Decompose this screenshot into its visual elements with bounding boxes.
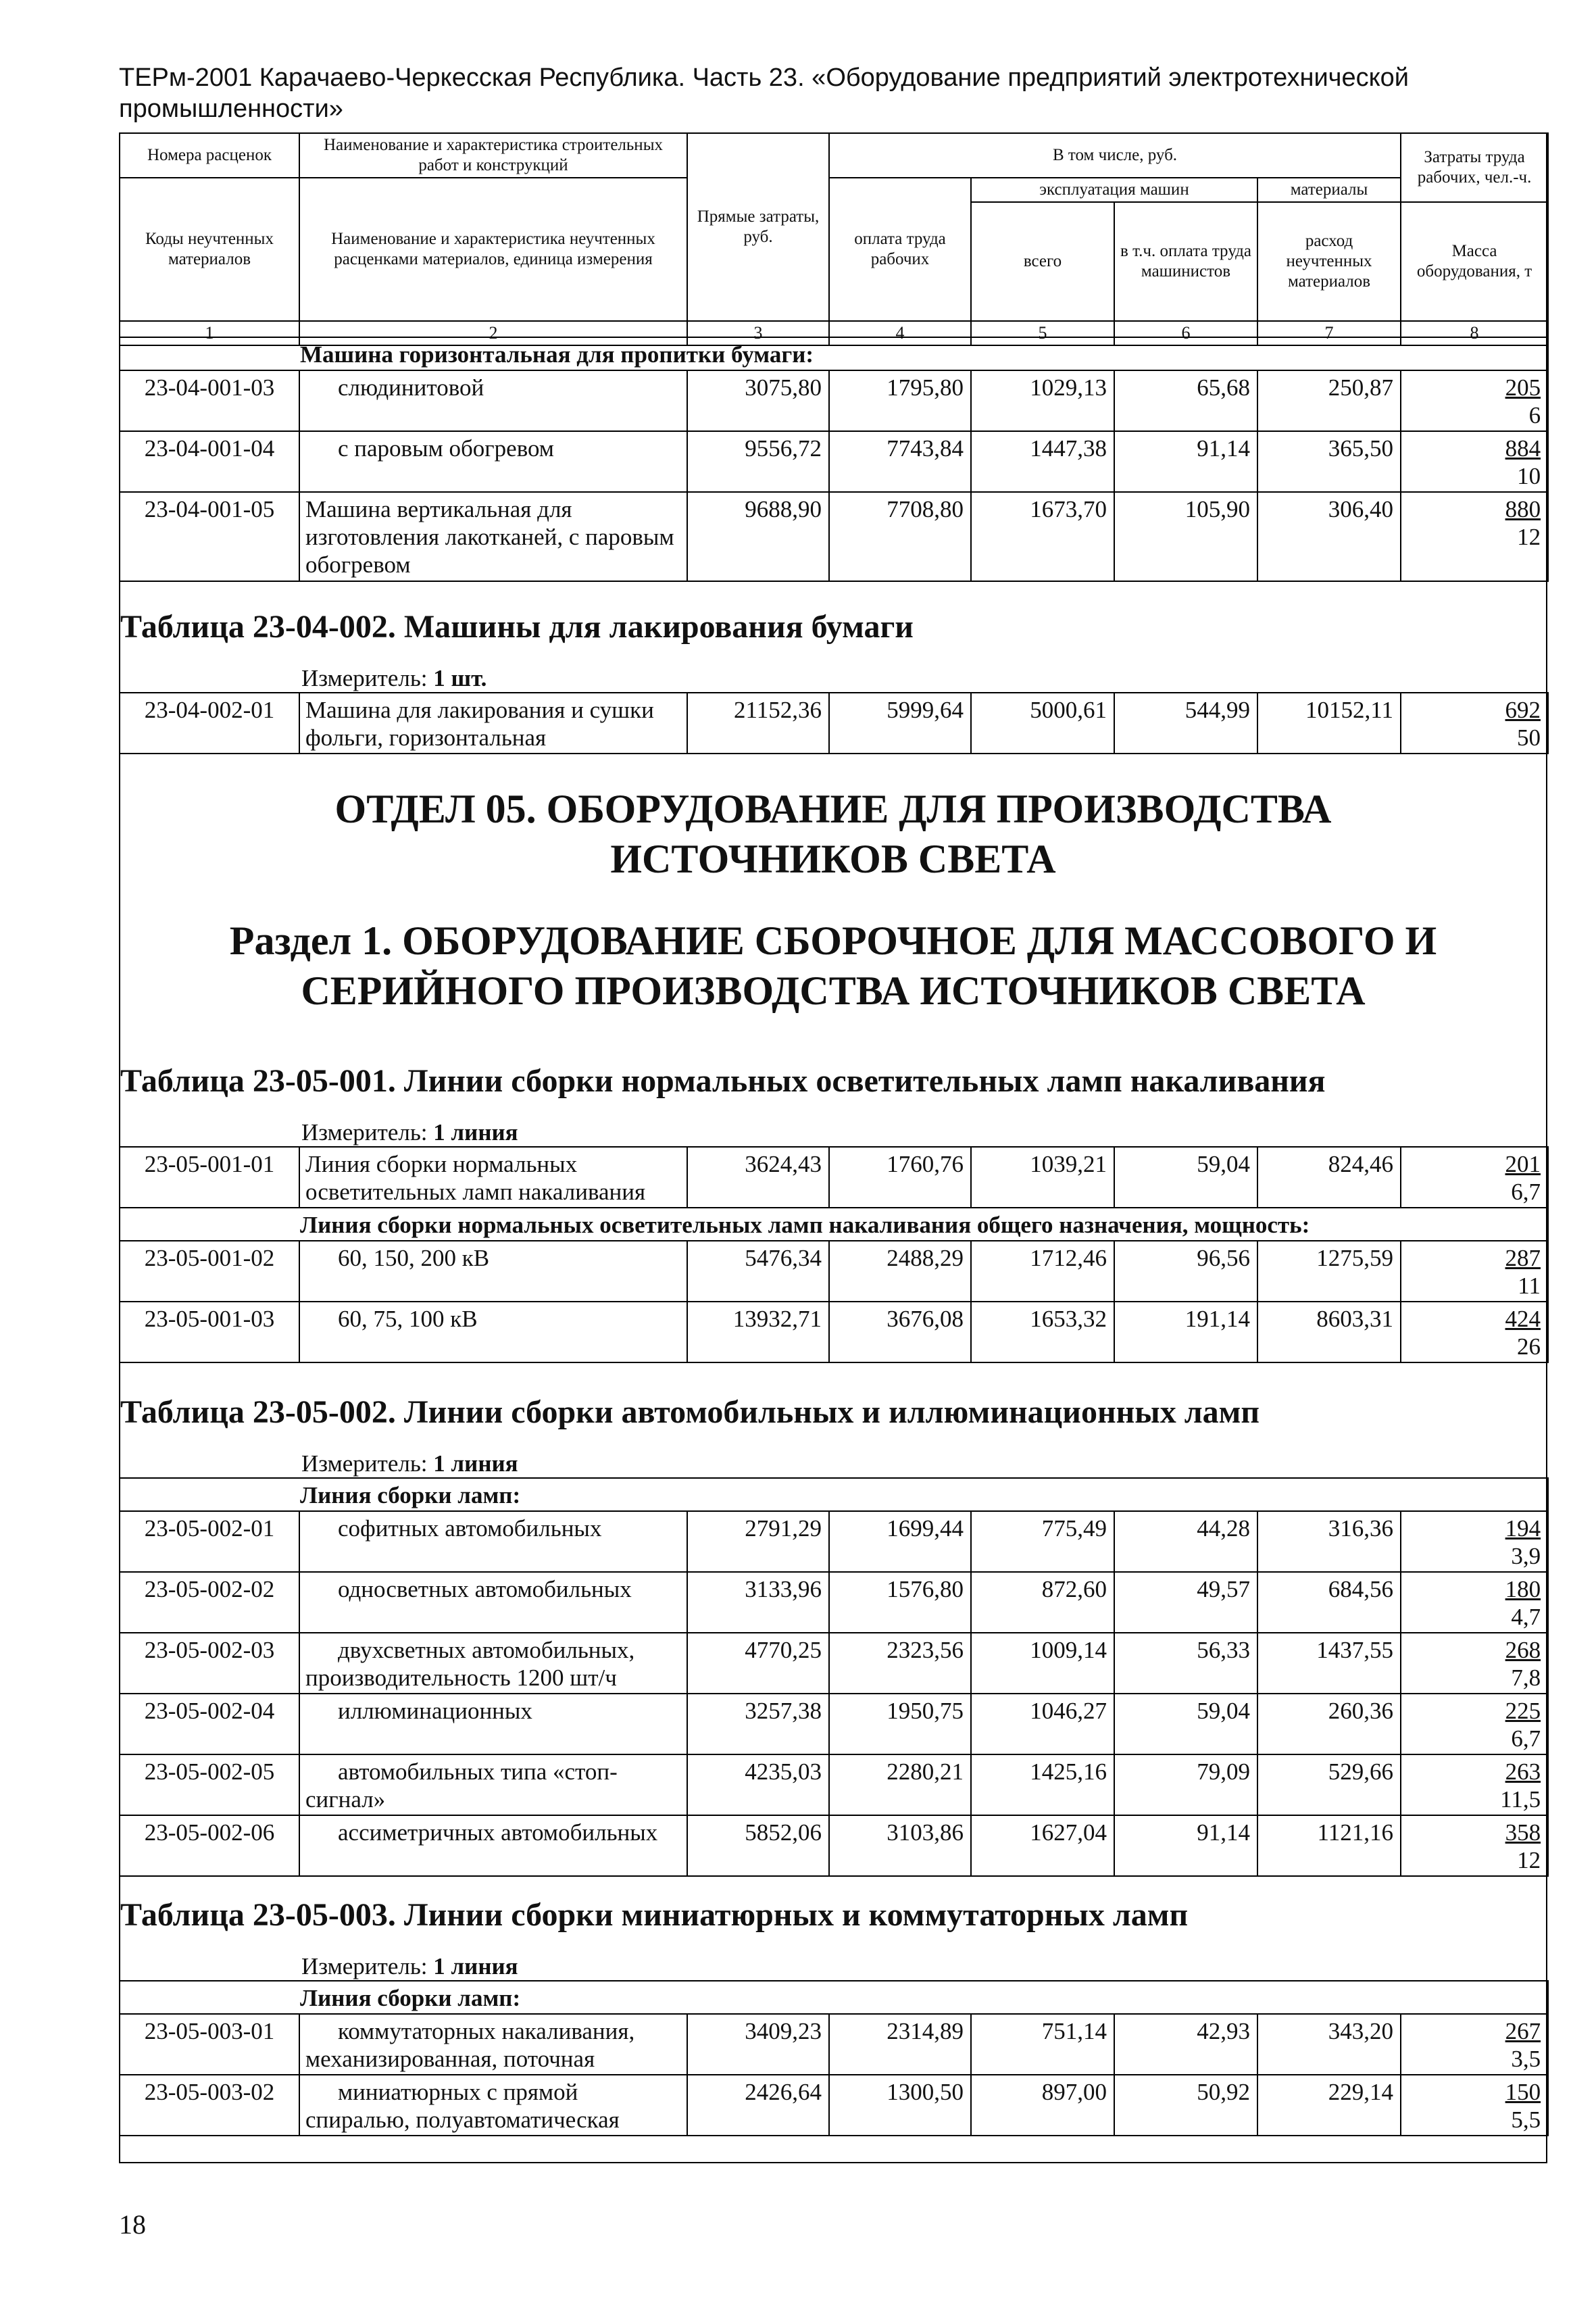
labor-hours: 263 xyxy=(1505,1758,1541,1785)
table-row xyxy=(120,2075,1548,2136)
unit-of-measure xyxy=(301,1450,518,1477)
header-machines-total: всего xyxy=(971,202,1114,321)
machinists-pay: 65,68 xyxy=(1114,370,1257,431)
rate-code: 23-05-002-02 xyxy=(120,1572,299,1633)
unit-label: Измеритель: xyxy=(301,1953,428,1979)
rates-table-23-04-001 xyxy=(119,337,1549,582)
column-index: 8 xyxy=(1401,321,1548,345)
direct-costs: 3624,43 xyxy=(687,1147,829,1208)
labor-hours: 180 xyxy=(1505,1576,1541,1602)
table-row xyxy=(120,1633,1548,1694)
direct-costs: 9688,90 xyxy=(687,492,829,581)
rate-name: слюдинитовой xyxy=(299,370,687,431)
column-index: 1 xyxy=(120,321,299,345)
worker-pay: 2280,21 xyxy=(829,1754,971,1815)
equipment-mass: 6,7 xyxy=(1511,1179,1541,1205)
department-title: ОТДЕЛ 05. ОБОРУДОВАНИЕ ДЛЯ ПРОИЗВОДСТВА ИСТОЧНИКОВ СВЕТА xyxy=(334,787,1332,881)
labor-hours: 358 xyxy=(1505,1819,1541,1846)
table-row xyxy=(120,1754,1548,1815)
machines-total: 872,60 xyxy=(971,1572,1114,1633)
table-title: Таблица 23-04-002. Машины для лакирования бумаги xyxy=(120,609,914,645)
table-row xyxy=(120,1302,1548,1362)
labor-hours: 880 xyxy=(1505,496,1541,522)
labor-hours: 201 xyxy=(1505,1151,1541,1177)
machines-total: 1425,16 xyxy=(971,1754,1114,1815)
rate-code: 23-05-001-01 xyxy=(120,1147,299,1208)
equipment-mass: 26 xyxy=(1517,1333,1541,1360)
machines-total: 1627,04 xyxy=(971,1815,1114,1876)
rate-code: 23-05-002-04 xyxy=(120,1694,299,1754)
group-subhead: Линия сборки ламп: xyxy=(120,1478,1548,1511)
rate-name: миниатюрных с прямой спиралью, полуавтоматическая xyxy=(299,2075,687,2136)
rate-code: 23-05-003-01 xyxy=(120,2014,299,2075)
machinists-pay: 91,14 xyxy=(1114,431,1257,492)
direct-costs: 3409,23 xyxy=(687,2014,829,2075)
direct-costs: 5476,34 xyxy=(687,1241,829,1302)
unit-of-measure xyxy=(301,1953,518,1980)
rate-code: 23-05-002-03 xyxy=(120,1633,299,1694)
column-index: 2 xyxy=(299,321,687,345)
rate-code: 23-04-001-04 xyxy=(120,431,299,492)
rate-code: 23-05-002-06 xyxy=(120,1815,299,1876)
header-materials: материалы xyxy=(1257,178,1401,202)
table-row xyxy=(120,1511,1548,1572)
machines-total: 1712,46 xyxy=(971,1241,1114,1302)
page-header: ТЕРм-2001 Карачаево-Черкесская Республика. Часть 23. «Оборудование предприятий электротехнической промышленности» xyxy=(119,64,1410,123)
direct-costs: 4770,25 xyxy=(687,1633,829,1694)
header-including: В том числе, руб. xyxy=(829,133,1401,178)
table-title: Таблица 23-05-002. Линии сборки автомобильных и иллюминационных ламп xyxy=(120,1394,1260,1430)
rate-code: 23-04-001-03 xyxy=(120,370,299,431)
group-subhead: Линия сборки ламп: xyxy=(120,1981,1548,2014)
equipment-mass: 3,9 xyxy=(1511,1543,1541,1569)
worker-pay: 1576,80 xyxy=(829,1572,971,1633)
machines-total: 1009,14 xyxy=(971,1633,1114,1694)
table-row xyxy=(120,1694,1548,1754)
rates-table-23-05-003 xyxy=(119,1980,1549,2136)
machines-total: 775,49 xyxy=(971,1511,1114,1572)
labor-hours: 424 xyxy=(1505,1306,1541,1332)
labor-hours: 267 xyxy=(1505,2018,1541,2044)
materials-cost: 10152,11 xyxy=(1257,693,1401,754)
table-row xyxy=(120,693,1548,754)
worker-pay: 1950,75 xyxy=(829,1694,971,1754)
materials-cost: 1437,55 xyxy=(1257,1633,1401,1694)
rate-name: 60, 150, 200 кВ xyxy=(299,1241,687,1302)
materials-cost: 343,20 xyxy=(1257,2014,1401,2075)
machinists-pay: 59,04 xyxy=(1114,1694,1257,1754)
equipment-mass: 50 xyxy=(1517,724,1541,751)
rate-name: Линия сборки нормальных осветительных ламп накаливания xyxy=(299,1147,687,1208)
table-row xyxy=(120,1572,1548,1633)
machinists-pay: 59,04 xyxy=(1114,1147,1257,1208)
rate-code: 23-05-002-01 xyxy=(120,1511,299,1572)
header-unaccounted-materials: расход неучтенных материалов xyxy=(1257,202,1401,321)
labor-hours: 205 xyxy=(1505,374,1541,401)
equipment-mass: 12 xyxy=(1517,1847,1541,1873)
rate-code: 23-05-001-02 xyxy=(120,1241,299,1302)
materials-cost: 306,40 xyxy=(1257,492,1401,581)
equipment-mass: 11 xyxy=(1518,1273,1541,1299)
rate-name: автомобильных типа «стоп-сигнал» xyxy=(299,1754,687,1815)
machines-total: 1653,32 xyxy=(971,1302,1114,1362)
worker-pay: 3103,86 xyxy=(829,1815,971,1876)
equipment-mass: 3,5 xyxy=(1511,2046,1541,2072)
labor-hours: 268 xyxy=(1505,1637,1541,1663)
rate-code: 23-04-002-01 xyxy=(120,693,299,754)
rates-table-23-05-002 xyxy=(119,1477,1549,1877)
rate-code: 23-04-001-05 xyxy=(120,492,299,581)
direct-costs: 21152,36 xyxy=(687,693,829,754)
rate-code: 23-05-002-05 xyxy=(120,1754,299,1815)
worker-pay: 5999,64 xyxy=(829,693,971,754)
worker-pay: 1760,76 xyxy=(829,1147,971,1208)
direct-costs: 3133,96 xyxy=(687,1572,829,1633)
header-direct-costs: Прямые затраты, руб. xyxy=(687,133,829,321)
column-index: 3 xyxy=(687,321,829,345)
column-index: 5 xyxy=(971,321,1114,345)
machinists-pay: 91,14 xyxy=(1114,1815,1257,1876)
unit-value: 1 шт. xyxy=(433,665,487,691)
worker-pay: 2488,29 xyxy=(829,1241,971,1302)
equipment-mass: 11,5 xyxy=(1500,1786,1541,1813)
worker-pay: 2323,56 xyxy=(829,1633,971,1694)
machines-total: 1046,27 xyxy=(971,1694,1114,1754)
unit-value: 1 линия xyxy=(433,1119,518,1146)
machinists-pay: 44,28 xyxy=(1114,1511,1257,1572)
rate-name: Машина вертикальная для изготовления лакотканей, с паровым обогревом xyxy=(299,492,687,581)
rate-name: софитных автомобильных xyxy=(299,1511,687,1572)
table-row xyxy=(120,370,1548,431)
unit-of-measure xyxy=(301,665,487,692)
rate-name: двухсветных автомобильных, производительность 1200 шт/ч xyxy=(299,1633,687,1694)
machinists-pay: 50,92 xyxy=(1114,2075,1257,2136)
direct-costs: 5852,06 xyxy=(687,1815,829,1876)
worker-pay: 2314,89 xyxy=(829,2014,971,2075)
direct-costs: 4235,03 xyxy=(687,1754,829,1815)
page-number: 18 xyxy=(119,2209,146,2240)
equipment-mass: 6 xyxy=(1528,402,1541,428)
equipment-mass: 5,5 xyxy=(1511,2107,1541,2133)
materials-cost: 529,66 xyxy=(1257,1754,1401,1815)
direct-costs: 3075,80 xyxy=(687,370,829,431)
unit-label: Измеритель: xyxy=(301,665,428,691)
worker-pay: 7743,84 xyxy=(829,431,971,492)
machinists-pay: 105,90 xyxy=(1114,492,1257,581)
header-labor-costs: Затраты труда рабочих, чел.-ч. xyxy=(1401,133,1548,202)
rate-name: односветных автомобильных xyxy=(299,1572,687,1633)
materials-cost: 365,50 xyxy=(1257,431,1401,492)
machinists-pay: 56,33 xyxy=(1114,1633,1257,1694)
materials-cost: 684,56 xyxy=(1257,1572,1401,1633)
header-worker-pay: оплата труда рабочих xyxy=(829,178,971,321)
materials-cost: 8603,31 xyxy=(1257,1302,1401,1362)
rate-name: 60, 75, 100 кВ xyxy=(299,1302,687,1362)
rate-name: с паровым обогревом xyxy=(299,431,687,492)
group-subhead: Машина горизонтальная для пропитки бумаги: xyxy=(120,337,1548,370)
machinists-pay: 544,99 xyxy=(1114,693,1257,754)
table-row xyxy=(120,1147,1548,1208)
worker-pay: 1699,44 xyxy=(829,1511,971,1572)
machines-total: 1673,70 xyxy=(971,492,1114,581)
table-title: Таблица 23-05-003. Линии сборки миниатюрных и коммутаторных ламп xyxy=(120,1897,1189,1933)
materials-cost: 1275,59 xyxy=(1257,1241,1401,1302)
machines-total: 1039,21 xyxy=(971,1147,1114,1208)
materials-cost: 229,14 xyxy=(1257,2075,1401,2136)
equipment-mass: 4,7 xyxy=(1511,1604,1541,1630)
rates-table-23-05-001 xyxy=(119,1146,1549,1363)
table-row xyxy=(120,492,1548,581)
rate-code: 23-05-001-03 xyxy=(120,1302,299,1362)
machines-total: 751,14 xyxy=(971,2014,1114,2075)
column-index: 6 xyxy=(1114,321,1257,345)
machines-total: 5000,61 xyxy=(971,693,1114,754)
header-works-name: Наименование и характеристика строительных работ и конструкций xyxy=(299,133,687,178)
labor-hours: 150 xyxy=(1505,2079,1541,2105)
header-equipment-mass: Масса оборудования, т xyxy=(1401,202,1548,321)
worker-pay: 1795,80 xyxy=(829,370,971,431)
worker-pay: 3676,08 xyxy=(829,1302,971,1362)
rate-name: ассиметричных автомобильных xyxy=(299,1815,687,1876)
header-machinists-pay: в т.ч. оплата труда машинистов xyxy=(1114,202,1257,321)
machinists-pay: 96,56 xyxy=(1114,1241,1257,1302)
column-header xyxy=(119,132,1549,346)
direct-costs: 2426,64 xyxy=(687,2075,829,2136)
labor-hours: 692 xyxy=(1505,697,1541,723)
section-title: Раздел 1. ОБОРУДОВАНИЕ СБОРОЧНОЕ ДЛЯ МАССОВОГО И СЕРИЙНОГО ПРОИЗВОДСТВА ИСТОЧНИКОВ СВЕТА xyxy=(229,918,1437,1013)
labor-hours: 194 xyxy=(1505,1515,1541,1542)
machines-total: 1447,38 xyxy=(971,431,1114,492)
machines-total: 897,00 xyxy=(971,2075,1114,2136)
unit-label: Измеритель: xyxy=(301,1450,428,1477)
unit-value: 1 линия xyxy=(433,1450,518,1477)
worker-pay: 1300,50 xyxy=(829,2075,971,2136)
direct-costs: 13932,71 xyxy=(687,1302,829,1362)
machinists-pay: 42,93 xyxy=(1114,2014,1257,2075)
header-machines: эксплуатация машин xyxy=(971,178,1257,202)
labor-hours: 225 xyxy=(1505,1698,1541,1724)
table-row xyxy=(120,1241,1548,1302)
rate-name: иллюминационных xyxy=(299,1694,687,1754)
header-material-codes: Коды неучтенных материалов xyxy=(120,178,299,321)
materials-cost: 1121,16 xyxy=(1257,1815,1401,1876)
materials-cost: 316,36 xyxy=(1257,1511,1401,1572)
table-row xyxy=(120,431,1548,492)
equipment-mass: 7,8 xyxy=(1511,1665,1541,1691)
machinists-pay: 191,14 xyxy=(1114,1302,1257,1362)
group-subhead: Линия сборки нормальных осветительных ламп накаливания общего назначения, мощность: xyxy=(120,1208,1548,1241)
materials-cost: 824,46 xyxy=(1257,1147,1401,1208)
header-rate-numbers: Номера расценок xyxy=(120,133,299,178)
materials-cost: 260,36 xyxy=(1257,1694,1401,1754)
rates-table-23-04-002 xyxy=(119,692,1549,754)
table-title: Таблица 23-05-001. Линии сборки нормальных осветительных ламп накаливания xyxy=(120,1063,1326,1099)
unit-value: 1 линия xyxy=(433,1953,518,1979)
header-materials-name: Наименование и характеристика неучтенных расценками материалов, единица измерения xyxy=(299,178,687,321)
labor-hours: 884 xyxy=(1505,435,1541,462)
rate-name: коммутаторных накаливания, механизированная, поточная xyxy=(299,2014,687,2075)
equipment-mass: 10 xyxy=(1517,463,1541,489)
table-row xyxy=(120,1815,1548,1876)
direct-costs: 3257,38 xyxy=(687,1694,829,1754)
unit-label: Измеритель: xyxy=(301,1119,428,1146)
materials-cost: 250,87 xyxy=(1257,370,1401,431)
labor-hours: 287 xyxy=(1505,1245,1541,1271)
direct-costs: 9556,72 xyxy=(687,431,829,492)
column-index: 7 xyxy=(1257,321,1401,345)
table-row xyxy=(120,2014,1548,2075)
machinists-pay: 79,09 xyxy=(1114,1754,1257,1815)
equipment-mass: 12 xyxy=(1517,524,1541,550)
column-index: 4 xyxy=(829,321,971,345)
unit-of-measure xyxy=(301,1119,518,1146)
equipment-mass: 6,7 xyxy=(1511,1725,1541,1752)
machinists-pay: 49,57 xyxy=(1114,1572,1257,1633)
worker-pay: 7708,80 xyxy=(829,492,971,581)
direct-costs: 2791,29 xyxy=(687,1511,829,1572)
rate-name: Машина для лакирования и сушки фольги, горизонтальная xyxy=(299,693,687,754)
machines-total: 1029,13 xyxy=(971,370,1114,431)
rate-code: 23-05-003-02 xyxy=(120,2075,299,2136)
